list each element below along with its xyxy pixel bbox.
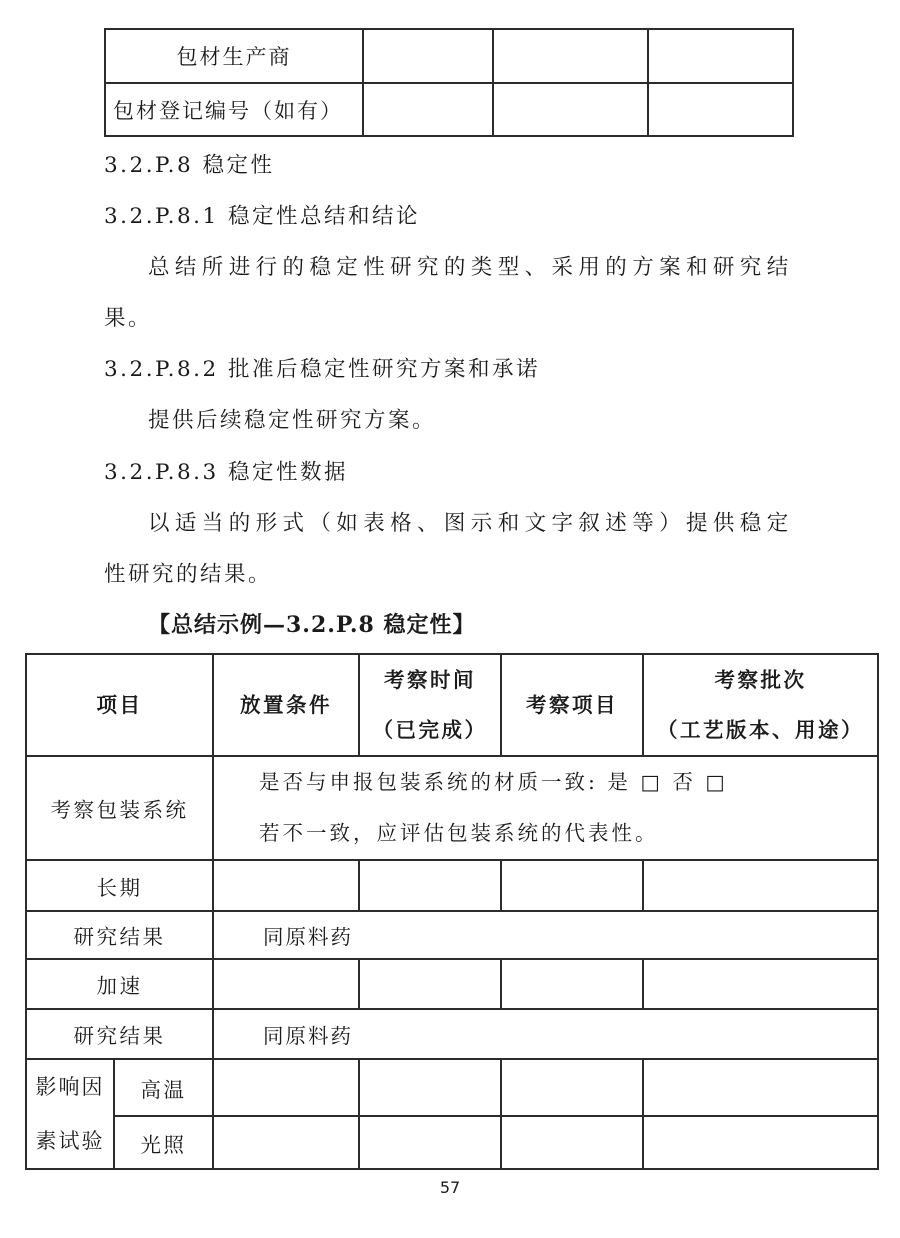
result-value: 同原料药 — [213, 911, 878, 959]
stress-sub-label: 光照 — [114, 1116, 213, 1169]
section-heading: 3.2.P.8.3 稳定性数据 — [104, 459, 348, 485]
result-value: 同原料药 — [213, 1009, 878, 1059]
header-item: 项目 — [26, 654, 213, 756]
table-row — [26, 1059, 878, 1116]
empty-cell — [501, 1116, 643, 1169]
page-number: 57 — [439, 1178, 461, 1197]
empty-cell — [643, 860, 878, 911]
paragraph-line: 提供后续稳定性研究方案。 — [148, 408, 437, 434]
table-row — [26, 1116, 878, 1169]
header-time — [359, 654, 501, 756]
section-heading: 3.2.P.8.2 批准后稳定性研究方案和承诺 — [104, 357, 540, 383]
empty-cell — [213, 959, 359, 1009]
paragraph-line: 性研究的结果。 — [104, 561, 273, 587]
row-label: 包材登记编号（如有） — [105, 83, 363, 136]
header-batches-line1: 考察批次 — [714, 668, 807, 692]
table-row — [26, 911, 878, 959]
table-row — [105, 29, 793, 83]
packaging-material-table — [104, 28, 794, 137]
empty-cell — [501, 860, 643, 911]
empty-cell — [648, 29, 793, 83]
header-row — [26, 654, 878, 756]
consistency-line2: 若不一致，应评估包装系统的代表性。 — [259, 821, 659, 845]
header-test-items: 考察项目 — [501, 654, 643, 756]
empty-cell — [213, 860, 359, 911]
row-label: 考察包装系统 — [26, 756, 213, 860]
row-label: 长期 — [26, 860, 213, 911]
table-row — [26, 959, 878, 1009]
empty-cell — [493, 83, 648, 136]
table-row — [26, 1009, 878, 1059]
packaging-consistency-cell — [213, 756, 878, 860]
empty-cell — [213, 1116, 359, 1169]
empty-cell — [493, 29, 648, 83]
header-time-line1: 考察时间 — [384, 668, 476, 692]
empty-cell — [643, 959, 878, 1009]
empty-cell — [648, 83, 793, 136]
stress-test-label: 影响因素试验 — [26, 1059, 114, 1169]
empty-cell — [359, 1116, 501, 1169]
empty-cell — [643, 1116, 878, 1169]
header-batches-line2: （工艺版本、用途） — [657, 718, 864, 742]
row-label: 研究结果 — [26, 1009, 213, 1059]
empty-cell — [359, 860, 501, 911]
summary-example-heading: 【总结示例—3.2.P.8 稳定性】 — [148, 611, 476, 638]
header-storage-condition: 放置条件 — [213, 654, 359, 756]
empty-cell — [501, 1059, 643, 1116]
table-row — [26, 756, 878, 860]
paragraph-line: 果。 — [104, 306, 153, 332]
empty-cell — [359, 1059, 501, 1116]
paragraph-line: 以适当的形式（如表格、图示和文字叙述等）提供稳定 — [148, 510, 794, 536]
row-label: 研究结果 — [26, 911, 213, 959]
consistency-line1: 是否与申报包装系统的材质一致: 是 □ 否 □ — [259, 770, 728, 794]
table-row — [105, 83, 793, 136]
empty-cell — [363, 83, 493, 136]
body-text — [104, 140, 798, 651]
row-label: 包材生产商 — [105, 29, 363, 83]
row-label: 加速 — [26, 959, 213, 1009]
stability-summary-table — [25, 653, 879, 1170]
empty-cell — [213, 1059, 359, 1116]
empty-cell — [363, 29, 493, 83]
empty-cell — [643, 1059, 878, 1116]
header-batches — [643, 654, 878, 756]
table-row — [26, 860, 878, 911]
section-heading: 3.2.P.8 稳定性 — [104, 153, 275, 178]
header-time-line2: （已完成） — [372, 718, 488, 742]
section-heading: 3.2.P.8.1 稳定性总结和结论 — [104, 204, 420, 230]
paragraph-line: 总结所进行的稳定性研究的类型、采用的方案和研究结 — [148, 255, 794, 281]
stress-sub-label: 高温 — [114, 1059, 213, 1116]
empty-cell — [359, 959, 501, 1009]
empty-cell — [501, 959, 643, 1009]
